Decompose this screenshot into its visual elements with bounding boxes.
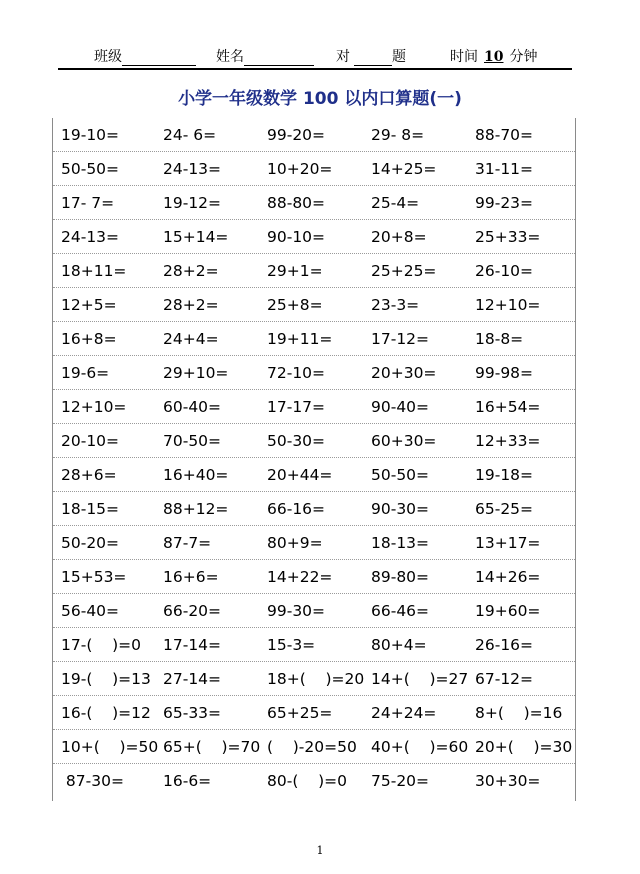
problem-cell: 66-20= — [163, 601, 222, 620]
problem-cell: 28+2= — [163, 295, 219, 314]
problem-cell: 18+( )=20 — [267, 669, 365, 688]
problem-cell: 24+4= — [163, 329, 219, 348]
problem-cell: 18-15= — [61, 499, 120, 518]
problem-cell: 90-40= — [371, 397, 430, 416]
problem-cell: 19+60= — [475, 601, 541, 620]
problem-cell: 15+14= — [163, 227, 229, 246]
problem-cell: 66-46= — [371, 601, 430, 620]
problem-cell: 25+8= — [267, 295, 323, 314]
problem-cell: 18+11= — [61, 261, 127, 280]
problem-row — [53, 424, 575, 458]
problem-row — [53, 594, 575, 628]
problem-cell: 12+10= — [475, 295, 541, 314]
problem-cell: 17-14= — [163, 635, 222, 654]
problem-cell: 16+54= — [475, 397, 541, 416]
problem-cell: 19-10= — [61, 125, 120, 144]
problem-cell: 16-6= — [163, 772, 212, 790]
problem-cell: 12+5= — [61, 295, 117, 314]
problem-cell: 80+4= — [371, 635, 427, 654]
problem-cell: 20+( )=30 — [475, 737, 573, 756]
correct-count-blank[interactable] — [354, 50, 392, 66]
problem-cell: 10+( )=50 — [61, 737, 159, 756]
problem-cell: 19-12= — [163, 193, 222, 212]
time-field — [450, 46, 537, 66]
time-value: 10 — [484, 49, 504, 65]
problem-cell: 18-8= — [475, 329, 524, 348]
problem-cell: 19+11= — [267, 329, 333, 348]
problem-cell: 89-80= — [371, 567, 430, 586]
problem-cell: 66-16= — [267, 499, 326, 518]
problem-cell: 18-13= — [371, 533, 430, 552]
class-field — [94, 46, 196, 66]
problem-cell: 70-50= — [163, 431, 222, 450]
problem-row — [53, 764, 575, 798]
problem-cell: 88-80= — [267, 193, 326, 212]
problem-cell: 12+10= — [61, 397, 127, 416]
problem-cell: 15-3= — [267, 635, 316, 654]
problem-cell: 80-( )=0 — [267, 772, 347, 790]
problem-cell: 10+20= — [267, 159, 333, 178]
problem-cell: 30+30= — [475, 772, 541, 790]
problem-table — [52, 118, 576, 801]
problem-cell: 15+53= — [61, 567, 127, 586]
problem-cell: 40+( )=60 — [371, 737, 469, 756]
problem-row — [53, 152, 575, 186]
problem-cell: 14+22= — [267, 567, 333, 586]
problem-cell: 12+33= — [475, 431, 541, 450]
problem-row — [53, 560, 575, 594]
problem-cell: 17- 7= — [61, 193, 115, 212]
problem-cell: 99-30= — [267, 601, 326, 620]
page-number: 1 — [316, 844, 324, 857]
problem-row — [53, 356, 575, 390]
problem-cell: 65-25= — [475, 499, 534, 518]
problem-cell: 80+9= — [267, 533, 323, 552]
problem-cell: 17-( )=0 — [61, 635, 141, 654]
problem-cell: 27-14= — [163, 669, 222, 688]
problem-cell: 72-10= — [267, 363, 326, 382]
class-blank[interactable] — [122, 50, 196, 66]
problem-cell: 14+25= — [371, 159, 437, 178]
problem-cell: 28+2= — [163, 261, 219, 280]
problem-cell: 8+( )=16 — [475, 703, 563, 722]
problem-cell: 13+17= — [475, 533, 541, 552]
worksheet-header — [58, 44, 572, 70]
problem-row — [53, 254, 575, 288]
problem-row — [53, 322, 575, 356]
problem-cell: 14+26= — [475, 567, 541, 586]
problem-cell: 50-50= — [371, 465, 430, 484]
problem-cell: 14+( )=27 — [371, 669, 469, 688]
problem-cell: 24-13= — [61, 227, 120, 246]
problem-cell: 75-20= — [371, 772, 430, 790]
problem-row — [53, 628, 575, 662]
problem-cell: 50-20= — [61, 533, 120, 552]
problem-cell: 56-40= — [61, 601, 120, 620]
problem-cell: ( )-20=50 — [267, 737, 357, 756]
problem-cell: 25+33= — [475, 227, 541, 246]
problem-row — [53, 662, 575, 696]
time-unit: 分钟 — [509, 49, 538, 65]
problem-cell: 16-( )=12 — [61, 703, 151, 722]
class-label: 班级 — [94, 49, 122, 65]
problem-cell: 23-3= — [371, 295, 420, 314]
question-unit: 题 — [392, 49, 406, 65]
problem-cell: 26-16= — [475, 635, 534, 654]
problem-cell: 24-13= — [163, 159, 222, 178]
problem-cell: 90-10= — [267, 227, 326, 246]
problem-cell: 99-20= — [267, 125, 326, 144]
time-label: 时间 — [450, 49, 478, 65]
problem-cell: 24+24= — [371, 703, 437, 722]
name-blank[interactable] — [244, 50, 314, 66]
problem-cell: 88+12= — [163, 499, 229, 518]
problem-cell: 16+8= — [61, 329, 117, 348]
problem-cell: 16+6= — [163, 567, 219, 586]
problem-row — [53, 730, 575, 764]
problem-cell: 17-12= — [371, 329, 430, 348]
problem-cell: 20-10= — [61, 431, 120, 450]
problem-cell: 24- 6= — [163, 125, 217, 144]
problem-row — [53, 458, 575, 492]
problem-cell: 29+1= — [267, 261, 323, 280]
problem-cell: 50-30= — [267, 431, 326, 450]
problem-cell: 60+30= — [371, 431, 437, 450]
problem-row — [53, 526, 575, 560]
problem-cell: 20+8= — [371, 227, 427, 246]
correct-label: 对 — [336, 49, 350, 65]
problem-cell: 19-( )=13 — [61, 669, 151, 688]
problem-cell: 28+6= — [61, 465, 117, 484]
correct-count-field — [336, 46, 406, 66]
problem-cell: 88-70= — [475, 125, 534, 144]
problem-cell: 87-7= — [163, 533, 212, 552]
problem-cell: 26-10= — [475, 261, 534, 280]
problem-row — [53, 390, 575, 424]
problem-cell: 29+10= — [163, 363, 229, 382]
problem-cell: 65+( )=70 — [163, 737, 261, 756]
problem-cell: 87-30= — [61, 772, 124, 790]
problem-cell: 16+40= — [163, 465, 229, 484]
name-field — [216, 46, 314, 66]
problem-cell: 90-30= — [371, 499, 430, 518]
problem-cell: 19-6= — [61, 363, 110, 382]
problem-cell: 17-17= — [267, 397, 326, 416]
problem-cell: 65+25= — [267, 703, 333, 722]
problem-row — [53, 288, 575, 322]
name-label: 姓名 — [216, 49, 244, 65]
problem-cell: 99-98= — [475, 363, 534, 382]
problem-row — [53, 492, 575, 526]
problem-cell: 31-11= — [475, 159, 534, 178]
problem-row — [53, 118, 575, 152]
problem-row — [53, 220, 575, 254]
problem-cell: 19-18= — [475, 465, 534, 484]
problem-cell: 29- 8= — [371, 125, 425, 144]
problem-cell: 20+30= — [371, 363, 437, 382]
worksheet-title: 小学一年级数学 100 以内口算题(一) — [178, 89, 462, 109]
problem-cell: 50-50= — [61, 159, 120, 178]
problem-row — [53, 696, 575, 730]
problem-cell: 25+25= — [371, 261, 437, 280]
problem-cell: 20+44= — [267, 465, 333, 484]
problem-cell: 65-33= — [163, 703, 222, 722]
problem-cell: 99-23= — [475, 193, 534, 212]
problem-cell: 60-40= — [163, 397, 222, 416]
problem-cell: 67-12= — [475, 669, 534, 688]
problem-row — [53, 186, 575, 220]
problem-cell: 25-4= — [371, 193, 420, 212]
